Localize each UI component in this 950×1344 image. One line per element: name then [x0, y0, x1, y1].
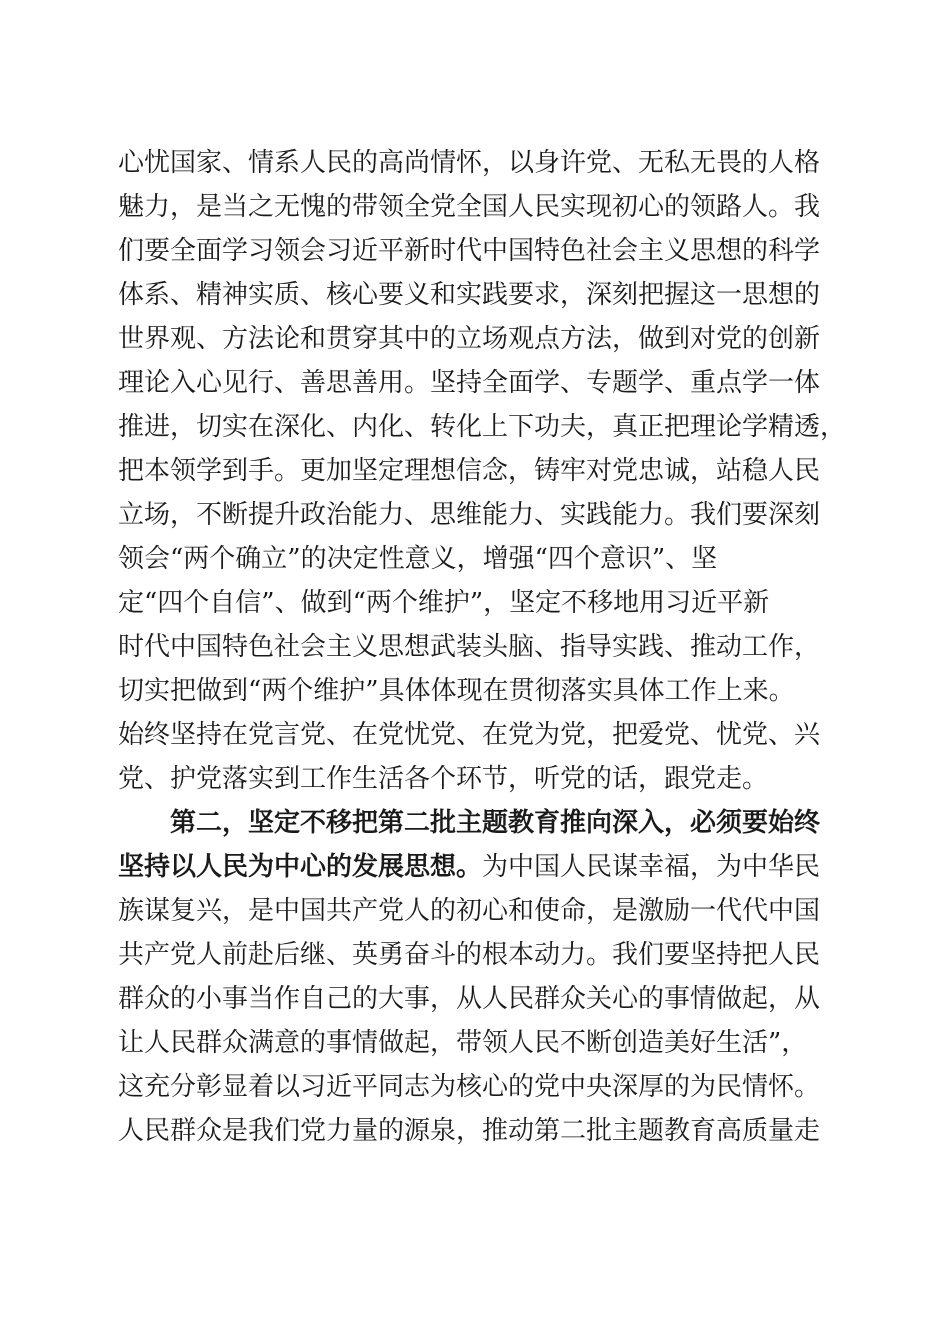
body-line: 把本领学到手。更加坚定理想信念，铸牢对党忠诚，站稳人民	[118, 456, 821, 486]
paragraph-text: 为中国人民谋幸福，为中华民	[482, 852, 821, 882]
body-line: 体系、精神实质、核心要义和实践要求，深刻把握这一思想的	[118, 280, 821, 310]
body-line: 始终坚持在党言党、在党忧党、在党为党，把爱党、忧党、兴	[118, 720, 821, 750]
body-line: 领会“两个确立”的决定性意义，增强“四个意识”、坚	[118, 544, 718, 574]
body-line: 族谋复兴，是中国共产党人的初心和使命，是激励一代代中国	[118, 896, 821, 926]
body-line: 理论入心见行、善思善用。坚持全面学、专题学、重点学一体	[118, 368, 821, 398]
body-line: 切实把做到“两个维护”具体体现在贯彻落实具体工作上来。	[118, 676, 795, 706]
body-line: 人民群众是我们党力量的源泉，推动第二批主题教育高质量走	[118, 1116, 821, 1146]
body-line: 时代中国特色社会主义思想武装头脑、指导实践、推动工作，	[118, 632, 821, 662]
body-line: 这充分彰显着以习近平同志为核心的党中央深厚的为民情怀。	[118, 1072, 821, 1102]
body-line: 们要全面学习领会习近平新时代中国特色社会主义思想的科学	[118, 236, 821, 266]
body-line: 共产党人前赴后继、英勇奋斗的根本动力。我们要坚持把人民	[118, 940, 821, 970]
paragraph-heading-tail: 坚持以人民为中心的发展思想。	[118, 852, 483, 882]
body-line: 群众的小事当作自己的大事，从人民群众关心的事情做起，从	[118, 984, 821, 1014]
paragraph-heading-line: 第二，坚定不移把第二批主题教育推向深入，必须要始终	[170, 808, 821, 838]
paragraph-line-mixed	[118, 842, 820, 892]
body-line: 魅力，是当之无愧的带领全党全国人民实现初心的领路人。我	[118, 192, 821, 222]
body-line: 定“四个自信”、做到“两个维护”，坚定不移地用习近平新	[118, 588, 770, 618]
body-line: 世界观、方法论和贯穿其中的立场观点方法，做到对党的创新	[118, 324, 821, 354]
body-line: 让人民群众满意的事情做起，带领人民不断创造美好生活”，	[118, 1028, 808, 1058]
body-line: 推进，切实在深化、内化、转化上下功夫，真正把理论学精透，	[118, 412, 847, 442]
body-line: 心忧国家、情系人民的高尚情怀，以身许党、无私无畏的人格	[118, 148, 821, 178]
body-line: 党、护党落实到工作生活各个环节，听党的话，跟党走。	[118, 764, 769, 794]
body-line: 立场，不断提升政治能力、思维能力、实践能力。我们要深刻	[118, 500, 821, 530]
